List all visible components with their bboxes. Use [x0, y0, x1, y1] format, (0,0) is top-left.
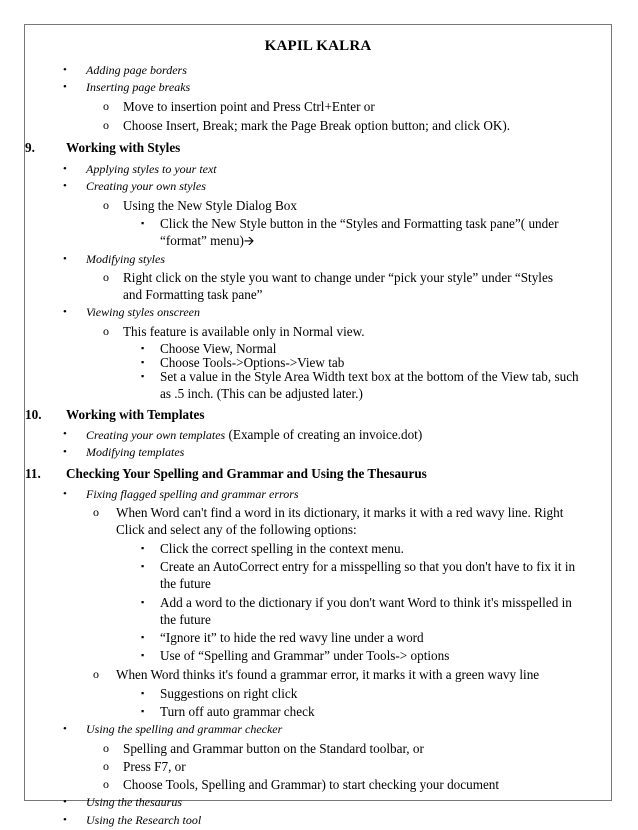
bullet-icon: •	[63, 64, 67, 76]
circle-bullet-icon: o	[103, 118, 109, 132]
square-bullet-icon: ▪	[141, 706, 145, 716]
bullet-icon: •	[63, 488, 67, 500]
square-bullet-icon: ▪	[141, 561, 145, 571]
circle-bullet-icon: o	[103, 324, 109, 338]
square-bullet-icon: ▪	[141, 597, 145, 607]
list-item: o Choose Tools, Spelling and Grammar) to start checking your document	[103, 777, 500, 792]
square-bullet-icon: ▪	[141, 688, 145, 698]
bullet-icon: •	[63, 306, 67, 318]
list-item: o Spelling and Grammar button on the Standard toolbar, or	[103, 741, 424, 756]
list-item: ▪ Add a word to the dictionary if you don't want Word to think it's misspelled in the future	[141, 595, 572, 627]
list-item: • Creating your own templates (Example of creating an invoice.dot)	[63, 427, 423, 442]
list-item: • Using the spelling and grammar checker	[63, 722, 283, 736]
circle-bullet-icon: o	[103, 759, 109, 773]
bullet-icon: •	[63, 446, 67, 458]
list-item: o Move to insertion point and Press Ctrl+Enter or	[103, 99, 375, 114]
list-item: • Viewing styles onscreen	[63, 305, 200, 319]
square-bullet-icon: ▪	[141, 371, 145, 381]
bullet-icon: •	[63, 814, 67, 826]
square-bullet-icon: ▪	[141, 218, 145, 228]
section-heading: 10. Working with Templates	[25, 407, 205, 422]
square-bullet-icon: ▪	[141, 357, 145, 367]
circle-bullet-icon: o	[103, 777, 109, 791]
section-heading: 11. Checking Your Spelling and Grammar and Using the Thesaurus	[25, 466, 427, 481]
bullet-icon: •	[63, 796, 67, 808]
list-item: ▪ “Ignore it” to hide the red wavy line under a word	[141, 630, 424, 645]
list-item: ▪ Suggestions on right click	[141, 686, 298, 701]
bullet-icon: •	[63, 180, 67, 192]
square-bullet-icon: ▪	[141, 632, 145, 642]
list-item: • Using the thesaurus	[63, 795, 182, 809]
list-item: ▪ Turn off auto grammar check	[141, 704, 315, 719]
circle-bullet-icon: o	[93, 667, 99, 681]
list-item: ▪ Use of “Spelling and Grammar” under Tools-> options	[141, 648, 450, 663]
list-item: • Fixing flagged spelling and grammar errors	[63, 487, 299, 501]
document-body	[25, 62, 611, 830]
list-item: o Choose Insert, Break; mark the Page Break option button; and click OK).	[103, 118, 511, 133]
document-page	[24, 24, 612, 827]
list-item: o Using the New Style Dialog Box	[103, 198, 297, 213]
page-title: KAPIL KALRA	[264, 38, 372, 54]
circle-bullet-icon: o	[103, 198, 109, 212]
list-item: o Right click on the style you want to change under “pick your style” under “Styles and Formatting task pane”	[103, 270, 553, 302]
section-heading: 9. Working with Styles	[25, 140, 181, 155]
circle-bullet-icon: o	[93, 505, 99, 519]
circle-bullet-icon: o	[103, 99, 109, 113]
circle-bullet-icon: o	[103, 270, 109, 284]
list-item: • Creating your own styles	[63, 179, 206, 193]
bullet-icon: •	[63, 81, 67, 93]
list-item: • Inserting page breaks	[63, 80, 191, 94]
list-item: • Using the Research tool	[63, 813, 202, 827]
list-item: o When Word can't find a word in its dictionary, it marks it with a red wavy line. Right Click and select any of the following options:	[93, 505, 564, 537]
bullet-icon: •	[63, 253, 67, 265]
list-item: • Modifying styles	[63, 252, 165, 266]
list-item: • Adding page borders	[63, 63, 187, 77]
bullet-icon: •	[63, 428, 67, 440]
bullet-icon: •	[63, 723, 67, 735]
list-item: • Modifying templates	[63, 445, 185, 459]
list-item: ▪ Choose View, Normal	[141, 341, 277, 356]
circle-bullet-icon: o	[103, 741, 109, 755]
list-item: o This feature is available only in Normal view.	[103, 324, 365, 339]
list-item: ▪ Click the New Style button in the “Styles and Formatting task pane”( under “format” menu)🡪	[141, 216, 559, 248]
square-bullet-icon: ▪	[141, 343, 145, 353]
list-item: ▪ Click the correct spelling in the context menu.	[141, 541, 404, 556]
list-item: ▪ Set a value in the Style Area Width text box at the bottom of the View tab, such as .5 inch. (This can be adjusted later.)	[141, 369, 579, 401]
list-item: ▪ Create an AutoCorrect entry for a misspelling so that you don't have to fix it in the future	[141, 559, 576, 591]
list-item: o When Word thinks it's found a grammar error, it marks it with a green wavy line	[93, 667, 540, 682]
list-item: • Applying styles to your text	[63, 162, 217, 176]
list-item: ▪ Choose Tools->Options->View tab	[141, 355, 345, 370]
square-bullet-icon: ▪	[141, 650, 145, 660]
list-item: o Press F7, or	[103, 759, 186, 774]
square-bullet-icon: ▪	[141, 543, 145, 553]
bullet-icon: •	[63, 163, 67, 175]
